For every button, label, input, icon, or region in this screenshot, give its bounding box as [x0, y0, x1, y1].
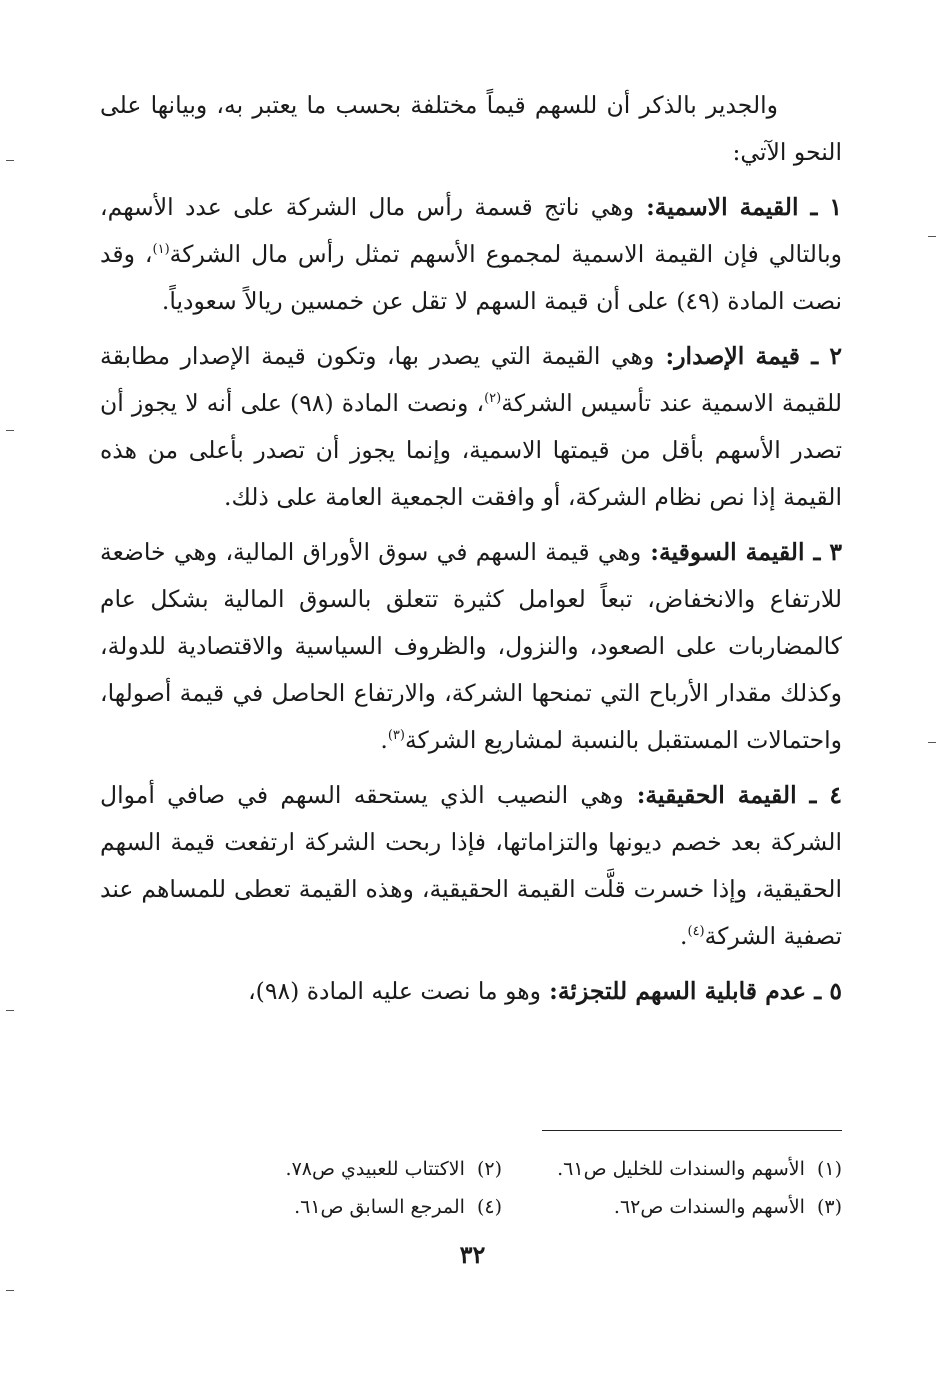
section-title: القيمة السوقية — [658, 538, 805, 566]
section-title: عدم قابلية السهم للتجزئة — [557, 977, 807, 1005]
section-separator: ـ — [798, 193, 830, 221]
section-number: ١ — [829, 193, 842, 221]
section-separator: ـ — [806, 977, 830, 1005]
section-text: وهي قيمة السهم في سوق الأوراق المالية، وهي خاضعة للارتفاع والانخفاض، تبعاً لعوامل كثيرة تتعلق بالسوق المالية بشكل عام كالمضاربات على الصعود، والنزول، والظروف السياسية والاقتصادية للدولة، وكذلك مقدار الأرباح التي تمنحها الشركة، والارتفاع الحاصل في قيمة أصولها، واحتمالات المستقبل بالنسبة لمشاريع الشركة — [100, 538, 842, 754]
section-text: وهي ناتج قسمة رأس مال الشركة على عدد الأسهم، وبالتالي فإن القيمة الاسمية لمجموع الأسهم تمثل رأس مال الشركة — [100, 193, 842, 268]
section-separator: ـ — [800, 342, 830, 370]
scan-mark — [928, 236, 936, 237]
footnote-item — [162, 1150, 502, 1188]
footnote-row — [100, 1188, 842, 1226]
section-number: ٤ — [829, 781, 843, 809]
footnote-number: (٢) — [476, 1158, 502, 1180]
section-paragraph-1 — [100, 184, 842, 325]
section-paragraph-5 — [100, 968, 842, 1015]
scan-mark — [6, 1290, 14, 1291]
section-text: وهي النصيب الذي يستحقه السهم في صافي أموال الشركة بعد خصم ديونها والتزاماتها، فإذا ربحت الشركة ارتفعت قيمة السهم الحقيقية، وإذا خسرت قلَّت القيمة الحقيقية، وهذه القيمة تعطى للمساهم عند تصفية الشركة — [100, 781, 842, 950]
footnote-text: الأسهم والسندات للخليل ص٦١. — [557, 1158, 805, 1180]
footnote-number: (١) — [816, 1158, 842, 1180]
footnote-reference: (٢) — [484, 391, 502, 407]
footnote-number: (٤) — [476, 1196, 502, 1218]
scan-mark — [928, 742, 936, 743]
page-number: ٣٢ — [459, 1240, 486, 1269]
section-text: وهي القيمة التي يصدر بها، وتكون قيمة الإصدار مطابقة للقيمة الاسمية عند تأسيس الشركة — [100, 342, 842, 417]
section-colon: : — [641, 538, 659, 566]
intro-paragraph: والجدير بالذكر أن للسهم قيماً مختلفة بحسب ما يعتبر به، وبيانها على النحو الآتي: — [100, 91, 842, 166]
section-text-continued: . — [680, 922, 688, 950]
section-colon: : — [654, 342, 675, 370]
section-number: ٢ — [829, 342, 843, 370]
footnote-text: المرجع السابق ص٦١. — [294, 1196, 465, 1218]
section-colon: : — [623, 781, 646, 809]
footnote-text: الاكتتاب للعبيدي ص٧٨. — [285, 1158, 465, 1180]
section-number: ٥ — [829, 977, 842, 1005]
section-separator: ـ — [796, 781, 830, 809]
footnote-row — [100, 1150, 842, 1188]
section-paragraph-3 — [100, 529, 842, 764]
section-colon: : — [634, 193, 655, 221]
section-title: القيمة الاسمية — [654, 193, 799, 221]
section-text-continued: ، وقد نصت المادة (٤٩) على أن قيمة السهم لا تقل عن خمسين ريالاً سعودياً. — [100, 240, 842, 315]
section-paragraph-2 — [100, 333, 842, 521]
scan-mark — [6, 160, 14, 161]
footnote-text: الأسهم والسندات ص٦٢. — [613, 1196, 805, 1218]
section-number: ٣ — [829, 538, 842, 566]
footnotes — [100, 1150, 842, 1226]
section-separator: ـ — [804, 538, 830, 566]
scan-mark — [6, 1010, 14, 1011]
footnote-reference: (٣) — [387, 728, 405, 744]
footnote-divider — [542, 1130, 842, 1131]
footnote-reference: (١) — [152, 242, 170, 258]
section-text-continued: . — [380, 726, 388, 754]
footnote-item — [162, 1188, 502, 1226]
footnote-item — [502, 1188, 842, 1226]
section-title: قيمة الإصدار — [674, 342, 801, 370]
scan-mark — [6, 430, 14, 431]
footnote-item — [502, 1150, 842, 1188]
page-body — [100, 82, 842, 1023]
section-colon: : — [540, 977, 558, 1005]
footnote-reference: (٤) — [687, 924, 705, 940]
section-title: القيمة الحقيقية — [645, 781, 797, 809]
section-text: وهو ما نصت عليه المادة (٩٨)، — [248, 977, 541, 1005]
section-text-continued: ، ونصت المادة (٩٨) على أنه لا يجوز أن تصدر الأسهم بأقل من قيمتها الاسمية، وإنما يجوز أن تصدر بأعلى من هذه القيمة إذا نص نظام الشركة، أو وافقت الجمعية العامة على ذلك. — [100, 389, 842, 511]
section-paragraph-4 — [100, 772, 842, 960]
footnote-number: (٣) — [816, 1196, 842, 1218]
